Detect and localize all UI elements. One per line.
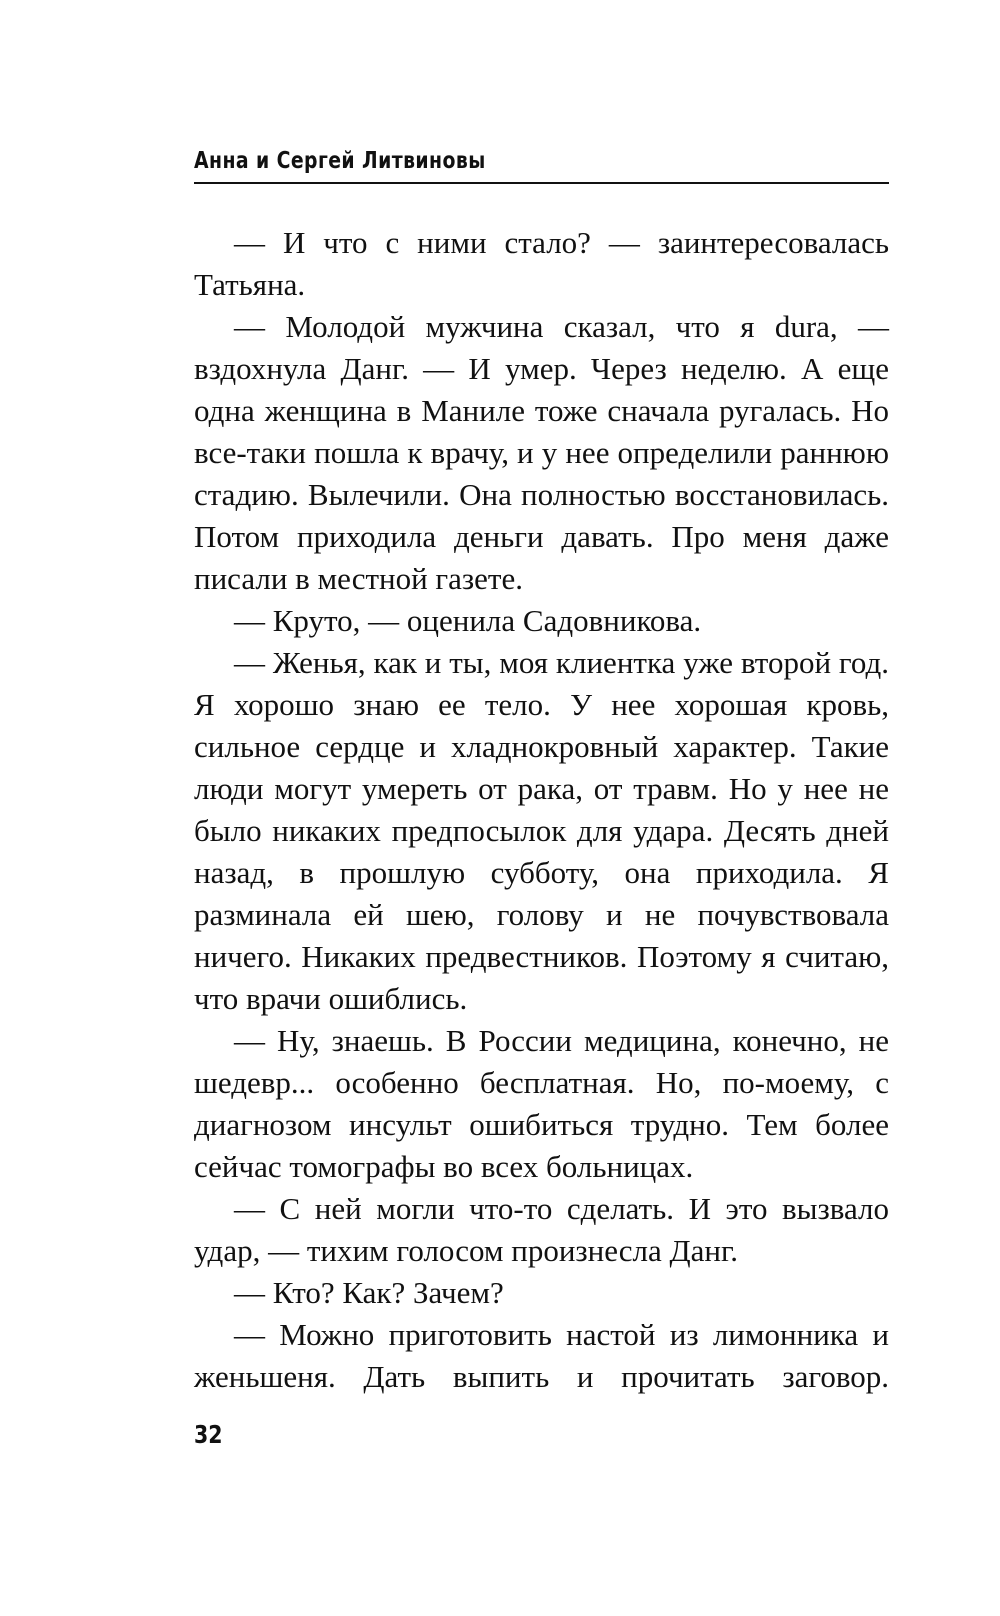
- paragraph: — Молодой мужчина сказал, что я dura, — вздохнула Данг. — И умер. Через неделю. А еще одна женщина в Маниле тоже сначала ругалась. Но все-таки пошла к врачу, и у нее определили раннюю стадию. Вылечили. Она полностью восстановилась. Потом приходила деньги давать. Про меня даже писали в местной газете.: [194, 309, 889, 596]
- page-number: 32: [194, 1420, 223, 1449]
- paragraph: — Кто? Как? Зачем?: [234, 1275, 504, 1310]
- paragraph: — С ней могли что-то сделать. И это вызвало удар, — тихим голосом произнесла Данг.: [194, 1191, 889, 1268]
- running-head: Анна и Сергей Литвиновы: [194, 148, 486, 174]
- paragraph: — Ну, знаешь. В России медицина, конечно, не шедевр... особенно бесплатная. Но, по-моему, с диагнозом инсульт ошибиться трудно. Тем более сейчас томографы во всех больницах.: [194, 1023, 889, 1184]
- paragraph: — Круто, — оценила Садовникова.: [234, 603, 702, 638]
- header-rule: [194, 182, 889, 184]
- paragraph: — Женья, как и ты, моя клиентка уже второй год. Я хорошо знаю ее тело. У нее хорошая кровь, сильное сердце и хладнокровный характер. Такие люди могут умереть от рака, от травм. Но у нее не было никаких предпосылок для удара. Десять дней назад, в прошлую субботу, она приходила. Я разминала ей шею, голову и не почувствовала ничего. Никаких предвестников. Поэтому я считаю, что врачи ошиблись.: [194, 645, 889, 1016]
- paragraph: — И что с ними стало? — заинтересовалась Татьяна.: [194, 225, 889, 302]
- body-text: [194, 222, 889, 1398]
- paragraph: — Можно приготовить настой из лимонника и женьшеня. Дать выпить и прочитать заговор.: [194, 1317, 889, 1394]
